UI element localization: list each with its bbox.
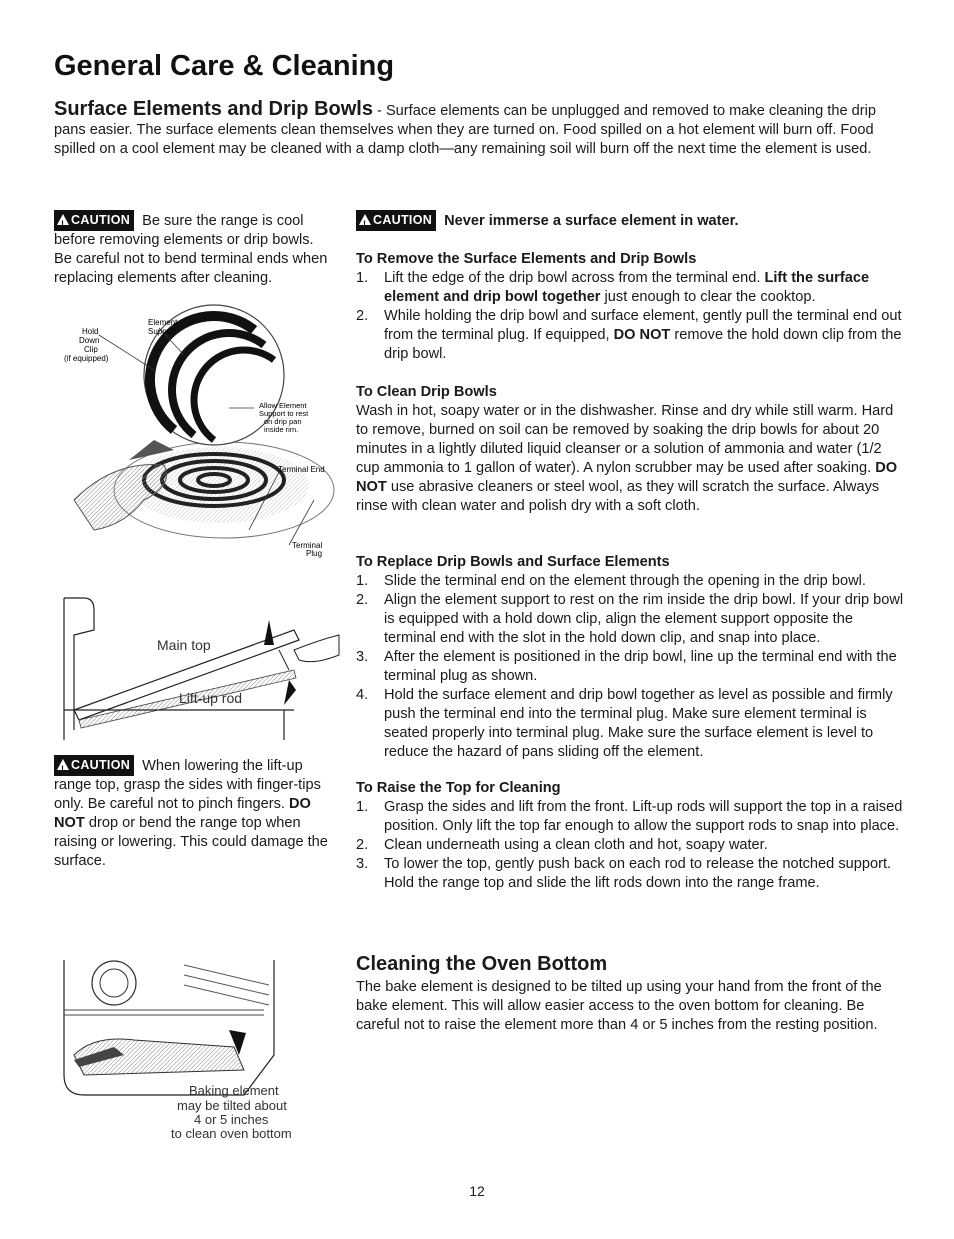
- oven-heading: Cleaning the Oven Bottom: [356, 953, 608, 975]
- list-item: 3. After the element is positioned in the drip bowl, line up the terminal end with the terminal plug as shown.: [356, 649, 897, 684]
- raise-section: [356, 779, 906, 893]
- label-support: Support: [148, 327, 177, 336]
- clean-heading: To Clean Drip Bowls: [356, 384, 497, 400]
- oven-bottom-figure: [54, 955, 344, 1145]
- surface-element-figure: [54, 300, 344, 575]
- caution-block-3: [54, 755, 334, 871]
- list-item: 1. Slide the terminal end on the element through the opening in the drip bowl.: [356, 573, 866, 589]
- replace-heading: To Replace Drip Bowls and Surface Elements: [356, 554, 670, 570]
- label-allow: Allow Element: [259, 401, 307, 410]
- label-down: Down: [79, 336, 100, 345]
- raise-heading: To Raise the Top for Cleaning: [356, 780, 561, 796]
- label-element: Element: [148, 318, 178, 327]
- label-plug: Plug: [306, 549, 323, 558]
- list-item: 2. Align the element support to rest on the rim inside the drip bowl. If your drip bowl is equipped with a hold down clip, align the element support opposite the terminal end with the slot in the hold down clip, and snap into place.: [356, 592, 904, 646]
- list-item: 4. Hold the surface element and drip bowl together as level as possible and firmly push the terminal end into the terminal plug. Make sure element terminal is seated properly into terminal plug. Make sure the surface element is level to reduce the hazard of pans sliding off the element.: [356, 687, 893, 760]
- label-support-rest: Support to rest: [259, 409, 309, 418]
- page-number: 12: [469, 1183, 485, 1199]
- label-main-top: Main top: [157, 637, 211, 653]
- label-lift-up-rod: Lift-up rod: [179, 690, 243, 706]
- caution-badge: !CAUTION: [54, 210, 134, 231]
- caution-badge: !CAUTION: [54, 755, 134, 776]
- label-clip: Clip: [84, 345, 98, 354]
- label-inside-rim: inside rim.: [264, 425, 299, 434]
- caption-line-2: may be tilted about: [177, 1098, 287, 1113]
- list-item: 3. To lower the top, gently push back on each rod to release the notched support. Hold the range top and slide the lift rods down into the range frame.: [356, 856, 892, 891]
- caution-text-2: Never immerse a surface element in water.: [440, 213, 739, 229]
- caution-text-3b: drop or bend the range top when raising or lowering. This could damage the surface.: [54, 815, 328, 869]
- label-terminal-end: Terminal End: [278, 465, 325, 474]
- oven-text: The bake element is designed to be tilted up using your hand from the front of the bake element. This will allow easier access to the oven bottom for cleaning. Be careful not to raise the element more than 4 or 5 inches from the resting position.: [356, 979, 882, 1033]
- clean-section: [356, 383, 906, 516]
- caution-block-2: [356, 210, 906, 231]
- label-terminal: Terminal: [292, 541, 323, 550]
- replace-section: [356, 553, 906, 762]
- caption-line-3: 4 or 5 inches: [194, 1112, 269, 1127]
- caution-block-1: [54, 210, 334, 288]
- surface-intro-text: - Surface elements can be unplugged and removed to make cleaning the drip pans easier. The surface elements clean themselves when they are turned on. Food spilled on a hot element will burn off. Food spilled on a cool element may be cleaned with a damp cloth—any remaining soil will burn off the next time the element is used.: [54, 103, 876, 157]
- label-if-equipped: (if equipped): [64, 354, 109, 363]
- list-item: 1. Lift the edge of the drip bowl across from the terminal end. Lift the surface element and drip bowl together just enough to clear the cooktop.: [356, 270, 870, 305]
- oven-section: [356, 955, 906, 1035]
- caption-line-1: Baking element: [189, 1083, 279, 1098]
- clean-text: Wash in hot, soapy water or in the dishwasher. Rinse and dry while still warm. Hard to remove, burned on soil can be removed by soaking the drip bowls for about 20 minutes in a lightly diluted liquid cleanser or a solution of ammonia and water (1/2 cup ammonia to 1 gallon of water). A nylon scrubber may be used after soaking. DO NOT use abrasive cleaners or steel wool, as they will scratch the surface. Always rinse with clean water and polish dry with a soft cloth.: [356, 403, 898, 514]
- label-hold: Hold: [82, 327, 99, 336]
- lift-up-top-figure: [54, 590, 344, 740]
- list-item: 2. While holding the drip bowl and surface element, gently pull the terminal end out from the terminal plug. If equipped, DO NOT remove the hold down clip from the drip bowl.: [356, 308, 902, 362]
- warning-triangle-icon: [57, 214, 69, 225]
- page-title: General Care & Cleaning: [54, 50, 395, 82]
- warning-triangle-icon: [57, 759, 69, 770]
- surface-heading: Surface Elements and Drip Bowls: [54, 98, 373, 120]
- label-on-drip: on drip pan: [264, 417, 302, 426]
- caption-line-4: to clean oven bottom: [171, 1126, 292, 1141]
- caution-text-1: Be sure the range is cool before removing elements or drip bowls. Be careful not to bend terminal ends when replacing elements after cleaning.: [54, 213, 328, 286]
- remove-heading: To Remove the Surface Elements and Drip Bowls: [356, 251, 697, 267]
- remove-section: [356, 250, 906, 364]
- caution-do-not: DO NOT: [54, 796, 311, 831]
- warning-triangle-icon: [359, 214, 371, 225]
- caution-text-3a: When lowering the lift-up range top, grasp the sides with finger-tips only. Be careful not to pinch fingers.: [54, 758, 321, 812]
- list-item: 2. Clean underneath using a clean cloth and hot, soapy water.: [356, 837, 768, 853]
- surface-intro: [54, 100, 904, 159]
- caution-badge: !CAUTION: [356, 210, 436, 231]
- list-item: 1. Grasp the sides and lift from the front. Lift-up rods will support the top in a raised position. Only lift the top far enough to allow the support rods to snap into place.: [356, 799, 903, 834]
